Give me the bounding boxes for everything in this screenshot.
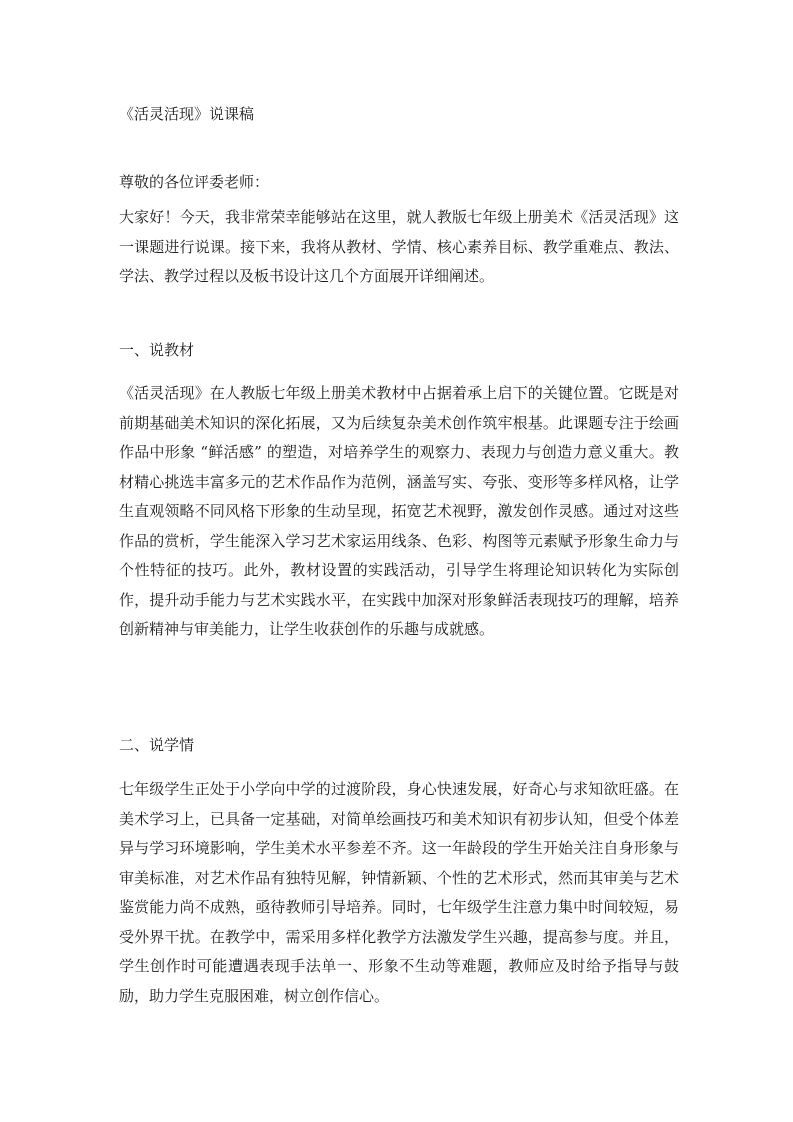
section-heading-textbook: 一、说教材 — [119, 341, 195, 359]
section-heading-students: 二、说学情 — [119, 736, 195, 754]
salutation: 尊敬的各位评委老师： — [119, 173, 270, 191]
section-body-students: 七年级学生正处于小学向中学的过渡阶段，身心快速发展，好奇心与求知欲旺盛。在美术学习上，已具备一定基础，对简单绘画技巧和美术知识有初步认知，但受个体差异与学习环境影响，学生美术水平参差不齐。这一年龄段的学生开始关注自身形象与审美标准，对艺术作品有独特见解，钟情新颖、个性的艺术形式，然而其审美与艺术鉴赏能力尚不成熟，亟待教师引导培养。同时，七年级学生注意力集中时间较短，易受外界干扰。在教学中，需采用多样化教学方法激发学生兴趣，提高参与度。并且，学生创作时可能遭遇表现手法单一、形象不生动等难题，教师应及时给予指导与鼓励，助力学生克服困难，树立创作信心。 — [119, 780, 679, 1005]
intro-paragraph: 大家好！今天，我非常荣幸能够站在这里，就人教版七年级上册美术《活灵活现》这一课题进行说课。接下来，我将从教材、学情、核心素养目标、教学重难点、教法、学法、教学过程以及板书设计这几个方面展开详细阐述。 — [119, 208, 679, 285]
section-body-textbook: 《活灵活现》在人教版七年级上册美术教材中占据着承上启下的关键位置。它既是对前期基础美术知识的深化拓展，又为后续复杂美术创作筑牢根基。此课题专注于绘画作品中形象 “鲜活感” 的塑造，对培养学生的观察力、表现力与创造力意义重大。教材精心挑选丰富多元的艺术作品作为范例，涵盖写实、夸张、变形等多样风格，让学生直观领略不同风格下形象的生动呈现，拓宽艺术视野，激发创作灵感。通过对这些作品的赏析，学生能深入学习艺术家运用线条、色彩、构图等元素赋予形象生命力与个性特征的技巧。此外，教材设置的实践活动，引导学生将理论知识转化为实际创作，提升动手能力与艺术实践水平，在实践中加深对形象鲜活表现技巧的理解，培养创新精神与审美能力，让学生收获创作的乐趣与成就感。 — [119, 384, 679, 638]
document-title: 《活灵活现》说课稿 — [119, 105, 255, 123]
